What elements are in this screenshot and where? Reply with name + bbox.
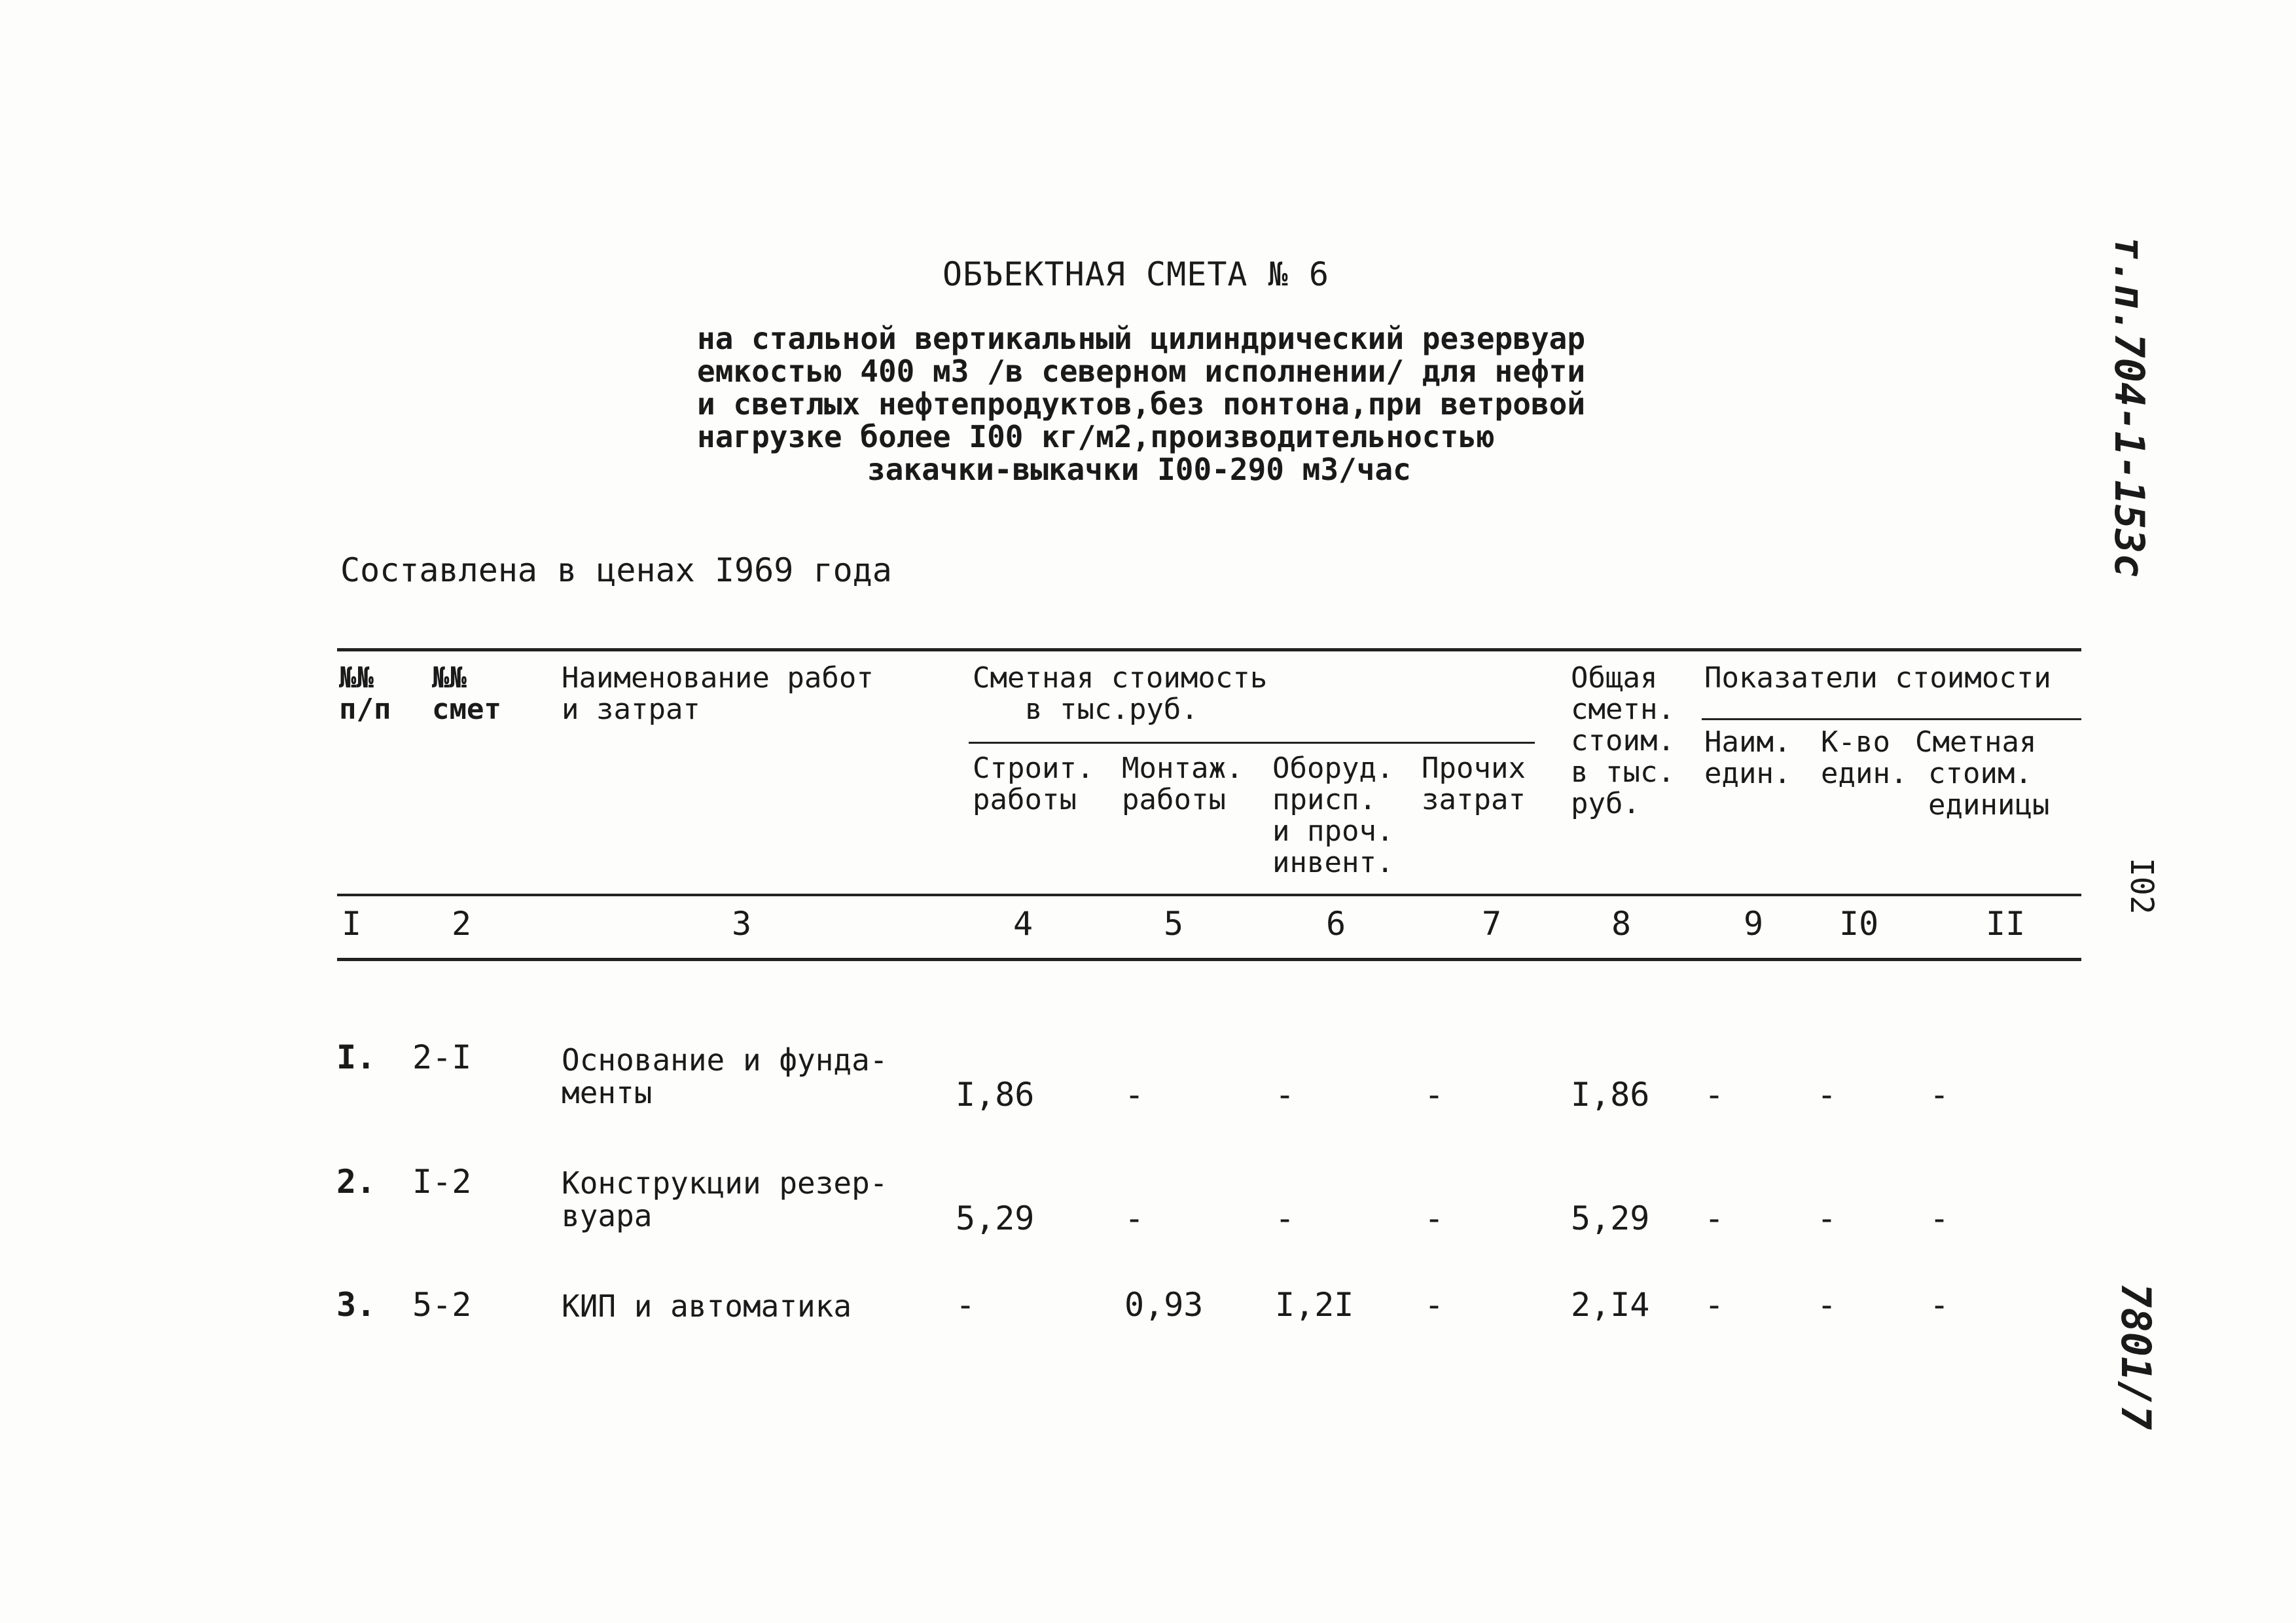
column-number: 5 <box>1164 905 1184 943</box>
subtitle-line: нагрузке более I00 кг/м2,производительностью <box>697 419 1495 454</box>
row-total-cost: 5,29 <box>1571 1199 1650 1237</box>
row-estimate-number: I-2 <box>412 1163 472 1201</box>
numbers-bottom-rule <box>337 958 2081 961</box>
column-number: II <box>1986 905 2026 943</box>
row-unit-quantity: - <box>1817 1076 1837 1114</box>
document-title: ОБЪЕКТНАЯ СМЕТА № 6 <box>942 255 1329 293</box>
row-other-cost: - <box>1424 1076 1444 1114</box>
column-number: 4 <box>1013 905 1033 943</box>
header-estimate-number: №№ смет <box>432 661 501 726</box>
row-unit-cost: - <box>1929 1199 1950 1237</box>
row-work-name: Конструкции резер- вуара <box>562 1165 888 1233</box>
header-unit-name: Наим. един. <box>1704 725 1791 790</box>
header-installation-works: Монтаж. работы <box>1122 752 1244 816</box>
row-estimate-number: 5-2 <box>412 1286 472 1324</box>
column-number: 7 <box>1482 905 1502 943</box>
subtitle-line: емкостью 400 м3 /в северном исполнении/ для нефти <box>697 354 1586 389</box>
row-other-cost: - <box>1424 1286 1444 1324</box>
column-number: 8 <box>1611 905 1632 943</box>
column-number: I <box>342 905 362 943</box>
row-unit-quantity: - <box>1817 1286 1837 1324</box>
price-basis-note: Составлена в ценах I969 года <box>340 551 892 589</box>
header-estimate-cost-group: Сметная стоимость в тыс.руб. <box>973 661 1268 726</box>
row-number: I. <box>336 1038 376 1076</box>
row-unit-quantity: - <box>1817 1199 1837 1237</box>
archive-code: 7801/7 <box>2112 1283 2160 1430</box>
row-equipment-cost: I,2I <box>1275 1286 1354 1324</box>
row-unit-name: - <box>1704 1076 1725 1114</box>
row-estimate-number: 2-I <box>412 1038 472 1076</box>
header-bottom-rule <box>337 894 2081 896</box>
header-other-costs: Прочих затрат <box>1422 752 1526 816</box>
row-unit-name: - <box>1704 1199 1725 1237</box>
row-equipment-cost: - <box>1275 1199 1295 1237</box>
header-cost-indicators-group: Показатели стоимости <box>1704 661 2051 695</box>
row-installation-cost: - <box>1124 1199 1145 1237</box>
indicators-group-rule <box>1702 718 2081 720</box>
column-number: 2 <box>452 905 472 943</box>
row-installation-cost: 0,93 <box>1124 1286 1204 1324</box>
column-number: I0 <box>1839 905 1879 943</box>
header-equipment: Оборуд. присп. и проч. инвент. <box>1272 752 1394 879</box>
row-construction-cost: I,86 <box>956 1076 1035 1114</box>
row-unit-cost: - <box>1929 1076 1950 1114</box>
row-total-cost: 2,I4 <box>1571 1286 1650 1324</box>
row-number: 3. <box>336 1286 376 1324</box>
row-installation-cost: - <box>1124 1076 1145 1114</box>
row-unit-name: - <box>1704 1286 1725 1324</box>
row-unit-cost: - <box>1929 1286 1950 1324</box>
page-number: I02 <box>2123 858 2160 915</box>
row-construction-cost: 5,29 <box>956 1199 1035 1237</box>
column-number: 6 <box>1326 905 1346 943</box>
row-construction-cost: - <box>956 1286 976 1324</box>
row-total-cost: I,86 <box>1571 1076 1650 1114</box>
header-unit-cost: Сметная стоим. единицы <box>1915 725 2050 822</box>
row-work-name: КИП и автоматика <box>562 1288 852 1324</box>
row-equipment-cost: - <box>1275 1076 1295 1114</box>
header-unit-quantity: К-во един. <box>1821 725 1908 790</box>
row-other-cost: - <box>1424 1199 1444 1237</box>
header-construction-works: Строит. работы <box>973 752 1094 816</box>
column-number: 3 <box>732 905 752 943</box>
row-work-name: Основание и фунда- менты <box>562 1042 888 1110</box>
project-code: т.п.704-1-153с <box>2106 236 2153 578</box>
header-work-name: Наименование работ и затрат <box>562 661 874 726</box>
subtitle-line: и светлых нефтепродуктов,без понтона,при ветровой <box>697 386 1586 422</box>
subtitle-line: на стальной вертикальный цилиндрический резервуар <box>697 321 1586 356</box>
row-number: 2. <box>336 1163 376 1201</box>
table-top-rule <box>337 648 2081 651</box>
header-row-number: №№ п/п <box>339 661 391 726</box>
estimate-group-rule <box>969 742 1535 744</box>
header-total-cost: Общая сметн. стоим. в тыс. руб. <box>1571 661 1675 820</box>
column-number: 9 <box>1744 905 1764 943</box>
subtitle-line: закачки-выкачки I00-290 м3/час <box>867 452 1411 487</box>
